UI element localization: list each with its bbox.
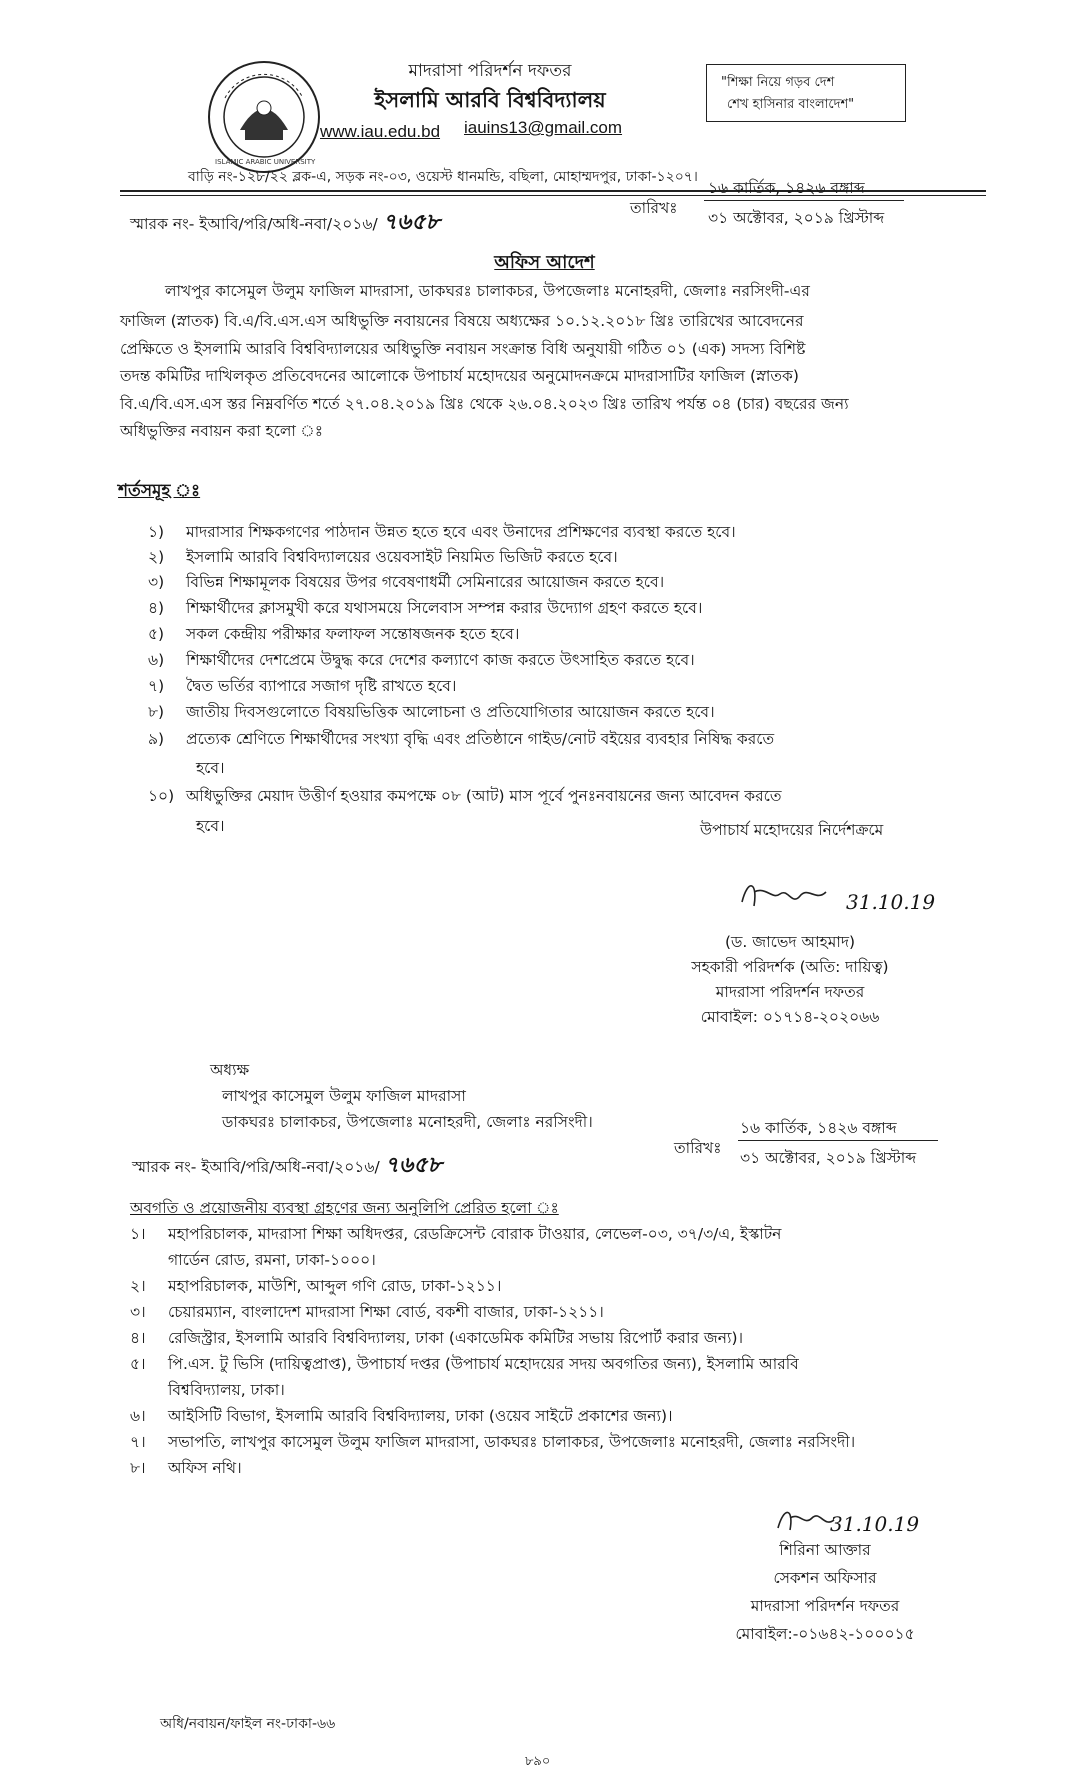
file-reference: অধি/নবায়ন/ফাইল নং-ঢাকা-৬৬ — [160, 1716, 336, 1732]
signatory-2-block — [700, 1536, 950, 1648]
copy-item: ৭। সভাপতি, লাখপুর কাসেমুল উলুম ফাজিল মাদরাসা, ডাকঘরঃ চালাকচর, উপজেলাঃ মনোহরদী, জেলাঃ নরসিংদী। — [130, 1433, 856, 1451]
signatory-1-office: মাদরাসা পরিদর্শন দফতর — [715, 983, 865, 1001]
condition-item: ১০) অধিভুক্তির মেয়াদ উত্তীর্ণ হওয়ার কমপক্ষে ০৮ (আট) মাস পূর্বে পুনঃনবায়নের জন্য আবেদন করতে — [148, 787, 782, 805]
condition-item-cont: হবে। — [196, 817, 225, 835]
date-english: ৩১ অক্টোবর, ২০১৯ খ্রিস্টাব্দ — [708, 209, 885, 227]
signatory-1-designation: সহকারী পরিদর্শক (অতি: দায়িত্ব) — [691, 958, 889, 976]
signature-2-date: 31.10.19 — [830, 1512, 920, 1536]
signatory-1-mobile: মোবাইল: ০১৭১৪-২০২০৬৬ — [700, 1008, 880, 1026]
condition-item: ২) ইসলামি আরবি বিশ্ববিদ্যালয়ের ওয়েবসাইট নিয়মিত ভিজিট করতে হবে। — [148, 548, 618, 566]
memo-ref-2-label: স্মারক নং- ইআবি/পরি/অধি-নবা/২০১৬/ — [132, 1158, 380, 1176]
date-divider — [704, 200, 904, 201]
memo-ref-2-number: ৭৬৫৮ — [384, 1153, 442, 1178]
email-link[interactable]: iauins13@gmail.com — [464, 118, 623, 137]
condition-item: ৪) শিক্ষার্থীদের ক্লাসমুখী করে যথাসময়ে সিলেবাস সম্পন্ন করার উদ্যোগ গ্রহণ করতে হবে। — [148, 599, 703, 617]
condition-item: ১) মাদরাসার শিক্ষকগণের পাঠদান উন্নত হতে হবে এবং উনাদের প্রশিক্ষণের ব্যবস্থা করতে হবে। — [148, 523, 736, 541]
copy-item: ২। মহাপরিচালক, মাউশি, আব্দুল গণি রোড, ঢাকা-১২১১। — [130, 1277, 502, 1295]
copy-item-cont: বিশ্ববিদ্যালয়, ঢাকা। — [168, 1381, 285, 1399]
memo-ref-number: ৭৬৫৮ — [382, 210, 440, 235]
signatory-2-designation: সেকশন অফিসার — [773, 1569, 877, 1587]
recipient-title: অধ্যক্ষ — [210, 1061, 250, 1079]
body-line-5: বি.এ/বি.এস.এস স্তর নিম্নবর্ণিত শর্তে ২৭.০৪.২০১৯ খ্রিঃ থেকে ২৬.০৪.২০২৩ খ্রিঃ তারিখ পর্যন্ত ০৪ (চার) বছরের জন্য — [120, 395, 849, 413]
condition-item: ৬) শিক্ষার্থীদের দেশপ্রেমে উদ্বুদ্ধ করে দেশের কল্যাণে কাজ করতে উৎসাহিত করতে হবে। — [148, 651, 695, 669]
signatory-1-name: (ড. জাভেদ আহমাদ) — [724, 933, 856, 951]
recipient-line-1: লাখপুর কাসেমুল উলুম ফাজিল মাদরাসা — [222, 1087, 466, 1105]
condition-item: ৮) জাতীয় দিবসগুলোতে বিষয়ভিত্তিক আলোচনা ও প্রতিযোগিতার আয়োজন করতে হবে। — [148, 703, 715, 721]
address: বাড়ি নং-১২৮/২২ ব্লক-এ, সড়ক নং-০৩, ওয়েস্ট ধানমন্ডি, বছিলা, মোহাম্মদপুর, ঢাকা-১২০৭। — [188, 169, 698, 185]
office-name: মাদরাসা পরিদর্শন দফতর — [408, 61, 572, 81]
memo-ref-2 — [132, 1148, 442, 1185]
date-bangla: ১৬ কার্তিক, ১৪২৬ বঙ্গাব্দ — [708, 179, 865, 197]
signatory-2-office: মাদরাসা পরিদর্শন দফতর — [750, 1597, 900, 1615]
memo-ref — [130, 205, 440, 242]
page-number: ৮৯০ — [525, 1754, 551, 1769]
university-name: ইসলামি আরবি বিশ্ববিদ্যালয় — [374, 88, 606, 112]
date-2-bangla: ১৬ কার্তিক, ১৪২৬ বঙ্গাব্দ — [740, 1119, 897, 1137]
conditions-heading: শর্তসমূহ ঃ — [118, 481, 201, 501]
copy-item-cont: গার্ডেন রোড, রমনা, ঢাকা-১০০০। — [168, 1251, 376, 1269]
memo-ref-label: স্মারক নং- ইআবি/পরি/অধি-নবা/২০১৬/ — [130, 215, 378, 233]
copy-item: ৪। রেজিস্ট্রার, ইসলামি আরবি বিশ্ববিদ্যালয়, ঢাকা (একাডেমিক কমিটির সভায় রিপোর্ট করার জন্য)। — [130, 1329, 744, 1347]
body-line-2: ফাজিল (স্নাতক) বি.এ/বি.এস.এস অধিভুক্তি নবায়নের বিষয়ে অধ্যক্ষের ১০.১২.২০১৮ খ্রিঃ তারিখের আবেদনের — [120, 312, 804, 330]
directive-text: উপাচার্য মহোদয়ের নির্দেশক্রমে — [700, 821, 884, 839]
copy-item: ৬। আইসিটি বিভাগ, ইসলামি আরবি বিশ্ববিদ্যালয়, ঢাকা (ওয়েব সাইটে প্রকাশের জন্য)। — [130, 1407, 673, 1425]
copy-item: ৩। চেয়ারম্যান, বাংলাদেশ মাদরাসা শিক্ষা বোর্ড, বকশী বাজার, ঢাকা-১২১১। — [130, 1303, 604, 1321]
date-2-english: ৩১ অক্টোবর, ২০১৯ খ্রিস্টাব্দ — [740, 1149, 917, 1167]
copy-item: ৫। পি.এস. টু ভিসি (দায়িত্বপ্রাপ্ত), উপাচার্য দপ্তর (উপাচার্য মহোদয়ের সদয় অবগতির জন্য), ইসলামি আরবি — [130, 1355, 799, 1373]
condition-item: ৩) বিভিন্ন শিক্ষামূলক বিষয়ের উপর গবেষণাধর্মী সেমিনারের আয়োজন করতে হবে। — [148, 573, 665, 591]
slogan-line-2: শেখ হাসিনার বাংলাদেশ" — [727, 97, 855, 112]
order-title: অফিস আদেশ — [494, 252, 595, 273]
signature-1-date: 31.10.19 — [846, 890, 936, 914]
date-2-label: তারিখঃ — [674, 1139, 722, 1157]
condition-item: ৫) সকল কেন্দ্রীয় পরীক্ষার ফলাফল সন্তোষজনক হতে হবে। — [148, 625, 520, 643]
body-line-6: অধিভুক্তির নবায়ন করা হলো ঃ — [120, 422, 323, 440]
signature-1 — [736, 872, 856, 920]
signatory-1-block — [640, 930, 940, 1030]
website-link[interactable]: www.iau.edu.bd — [320, 122, 441, 141]
body-line-3: প্রেক্ষিতে ও ইসলামি আরবি বিশ্ববিদ্যালয়ের অধিভুক্তি নবায়ন সংক্রান্ত বিধি অনুযায়ী গঠিত ০১ (এক) সদস্য বিশিষ্ট — [120, 340, 806, 358]
slogan-line-1: "শিক্ষা নিয়ে গড়ব দেশ — [721, 75, 835, 90]
logo-ring-text: ISLAMIC ARABIC UNIVERSITY — [215, 158, 316, 166]
date-label: তারিখঃ — [630, 199, 678, 217]
copy-item: ১। মহাপরিচালক, মাদরাসা শিক্ষা অধিদপ্তর, রেডক্রিসেন্ট বোরাক টাওয়ার, লেভেল-০৩, ৩৭/৩/এ, ইস্কাটন — [130, 1225, 782, 1243]
body-line-1: লাখপুর কাসেমুল উলুম ফাজিল মাদরাসা, ডাকঘরঃ চালাকচর, উপজেলাঃ মনোহরদী, জেলাঃ নরসিংদী-এর — [165, 282, 810, 300]
condition-item-cont: হবে। — [196, 759, 225, 777]
copy-heading: অবগতি ও প্রয়োজনীয় ব্যবস্থা গ্রহণের জন্য অনুলিপি প্রেরিত হলো ঃ — [130, 1199, 559, 1217]
condition-item: ৯) প্রত্যেক শ্রেণিতে শিক্ষার্থীদের সংখ্যা বৃদ্ধি এবং প্রতিষ্ঠানে গাইড/নোট বইয়ের ব্যবহার নিষিদ্ধ করতে — [148, 730, 775, 748]
slogan-box — [706, 64, 906, 122]
body-line-4: তদন্ত কমিটির দাখিলকৃত প্রতিবেদনের আলোকে উপাচার্য মহোদয়ের অনুমোদনক্রমে মাদরাসাটির ফাজিল (স্নাতক) — [120, 367, 799, 385]
condition-item: ৭) দ্বৈত ভর্তির ব্যাপারে সজাগ দৃষ্টি রাখতে হবে। — [148, 677, 457, 695]
copy-item: ৮। অফিস নথি। — [130, 1459, 242, 1477]
recipient-line-2: ডাকঘরঃ চালাকচর, উপজেলাঃ মনোহরদী, জেলাঃ নরসিংদী। — [222, 1113, 593, 1131]
signatory-2-mobile: মোবাইল:-০১৬৪২-১০০০১৫ — [735, 1625, 915, 1643]
signatory-2-name: শিরিনা আক্তার — [779, 1541, 871, 1559]
date-2-divider — [738, 1140, 938, 1141]
